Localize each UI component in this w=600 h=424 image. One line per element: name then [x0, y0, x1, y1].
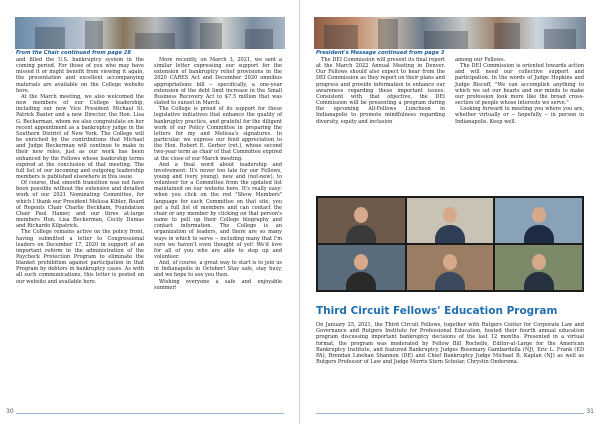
paragraph: Looking forward to meeting you where you are, whether virtually or -- hopefully -- in person in Indianapolis. Keep well. — [455, 106, 584, 125]
paragraph: More recently, on March 3, 2021, we sent a similar letter expressing our support for the extension of bankruptcy relief provisions in the 2020 CARES Act and December 2020 omnibus appropriations bill -- specifically, a one-year extension of the debt limit increase in the Small Business Recovery Act to $7.5 million that was slated to sunset in March. — [154, 57, 282, 107]
paragraph: and filled the U.S. bankruptcy system in the coming period. For those of you who may have missed it or might benefit from viewing it again, the presentation and excellent accompanying materials are available on the College website here. — [16, 57, 144, 94]
continued-caption: From the Chair continued from page 28 — [16, 50, 132, 56]
video-tile — [407, 245, 494, 290]
column-2 — [455, 57, 584, 125]
paragraph: The DEI Commission will present its final report at the March 2022 Annual Meeting in Denver. Our Fellows should also expect to hear from the DEI Commission as they report on their plans and progress and provide information to enhance our awareness regarding these important issues. Consistent with that objective, the DEI Commission will be presenting a program during the upcoming All-Fellows Luncheon in Indianapolis to promote mindfulness regarding diversity, equity and inclusion — [316, 57, 445, 125]
participant-body — [346, 225, 376, 243]
column-1 — [16, 57, 144, 291]
article-columns — [316, 57, 584, 125]
footer-rule — [16, 413, 284, 414]
participant-body — [435, 225, 465, 243]
participant-body — [346, 272, 376, 290]
participant-head — [354, 254, 368, 270]
article-columns — [16, 57, 282, 291]
paragraph: At the March meeting, we also welcomed the new members of our College leadership, including our new Vice President Michael St. Patrick Baxter and a new Director, the Hon. Lisa G. Beckerman, whom we also congratulate on her recent appointment as a bankruptcy judge in the Southern District of New York. The College will be enriched by the contributions that Michael and Judge Beckerman will continue to make in their new roles, just as our work has been enhanced by the Fellows whose leadership terms expired at the conclusion of that meeting. The full list of our incoming and outgoing leadership members is published elsewhere in this issue. — [16, 93, 144, 180]
section-title: Third Circuit Fellows' Education Program — [316, 305, 558, 317]
participant-head — [354, 207, 368, 223]
video-tile — [407, 198, 494, 243]
participant-body — [524, 225, 554, 243]
section-body: On January 25, 2021, the Third Circuit Fellows, together with Rutgers Center for Corporate Law and Governance and Rutgers Institute for Professional Education, hosted their fourth annual education program discussing important bankruptcy decisions of the last 12 months. Presented in a virtual format, the program was moderated by Fellow Bill Rochelle, Editor-at-Large for the American Bankruptcy Institute, and featured Bankruptcy Judges Rosemary Gambardella (NJ), Eric L. Frank (ED PA), Brendan Linehan Shannon (DE) and Chief Bankruptcy Judge Michael B. Kaplan (NJ) as well as Rutgers Professor of Law and Judge Morris Stern Scholar, Chrystin Ondersma. — [316, 322, 584, 366]
paragraph: among our Fellows. — [455, 57, 506, 63]
participant-head — [443, 254, 457, 270]
participant-head — [443, 207, 457, 223]
continued-caption: President's Message continued from page 3 — [316, 50, 445, 56]
header-photo — [314, 17, 586, 49]
video-conference-photo — [316, 196, 584, 292]
participant-head — [532, 207, 546, 223]
paragraph: And a final word about leadership and involvement: It's never too late for our Fellows, young and (very young), new and (not-new), to volunteer for a Committee from the updated list maintained on our website here. It's really easy: when you click on the red "Show Members" language for each Committee on that site, you get a full list of members and can contact the chair or any member by clicking on that person's name to pull up their College biography and contact information. The College is an organization of leaders, and there are so many ways in which to serve -- including many that I'm sure we haven't even thought of yet! We'd love for all of you who are able to step up and volunteer. — [154, 161, 282, 260]
paragraph: The College remains active on the policy front, having submitted a letter to Congressional leaders on December 17, 2020 in support of an important reform in the administration of the Paycheck Protection Program to eliminate the blanket prohibition against participation in that Program by debtors in bankruptcy cases. As with all such communications, this letter is posted on our website and available here. — [16, 229, 144, 285]
participant-body — [524, 272, 554, 290]
paragraph: The DEI Commission is oriented towards action and will need our collective support and participation. In the words of Judge Hopkins and Judge Biscoff, "We can accomplish anything to which we set our hearts and our minds to make our profession look more like the broad cross-section of people whose interests we serve." — [455, 63, 584, 107]
video-tile — [495, 198, 582, 243]
page-number: 30 — [6, 408, 14, 415]
column-2 — [154, 57, 282, 291]
video-tile — [495, 245, 582, 290]
paragraph: The College is proud of its support for these legislative initiatives that enhance the quality of bankruptcy practice, and grateful for the diligent work of our Policy Committee in preparing the letters for my and Melissa's signatures. In particular, we express our fond appreciation to the Hon. Robert E. Gerber (ret.), whose second two-year term as chair of that Committee expired at the close of our March meeting. — [154, 106, 282, 162]
participant-body — [435, 272, 465, 290]
video-tile — [318, 198, 405, 243]
paragraph: And, of course, a great way to start is to join us in Indianapolis in October! Stay safe, stay busy, and we hope to see you then. — [154, 260, 282, 279]
header-photo — [15, 17, 285, 49]
video-tile — [318, 245, 405, 290]
paragraph: Of course, that smooth transition was not have been possible without the extensive and detailed work of our 2021 Nominating Committee, for which I thank our President Melissa Kibler, Board of Regents Chair Charlie Beckham, Foundation Chair Paul Hamer, and our three at-large members Hon. Lisa Beckerman, Cecily Dumas and Richardo Kilpatrick. — [16, 180, 144, 230]
right-page — [300, 0, 600, 424]
participant-head — [532, 254, 546, 270]
paragraph: Wishing everyone a safe and enjoyable summer! — [154, 278, 282, 291]
page-number: 31 — [586, 408, 594, 415]
column-1 — [316, 57, 445, 125]
footer-rule — [316, 413, 584, 414]
